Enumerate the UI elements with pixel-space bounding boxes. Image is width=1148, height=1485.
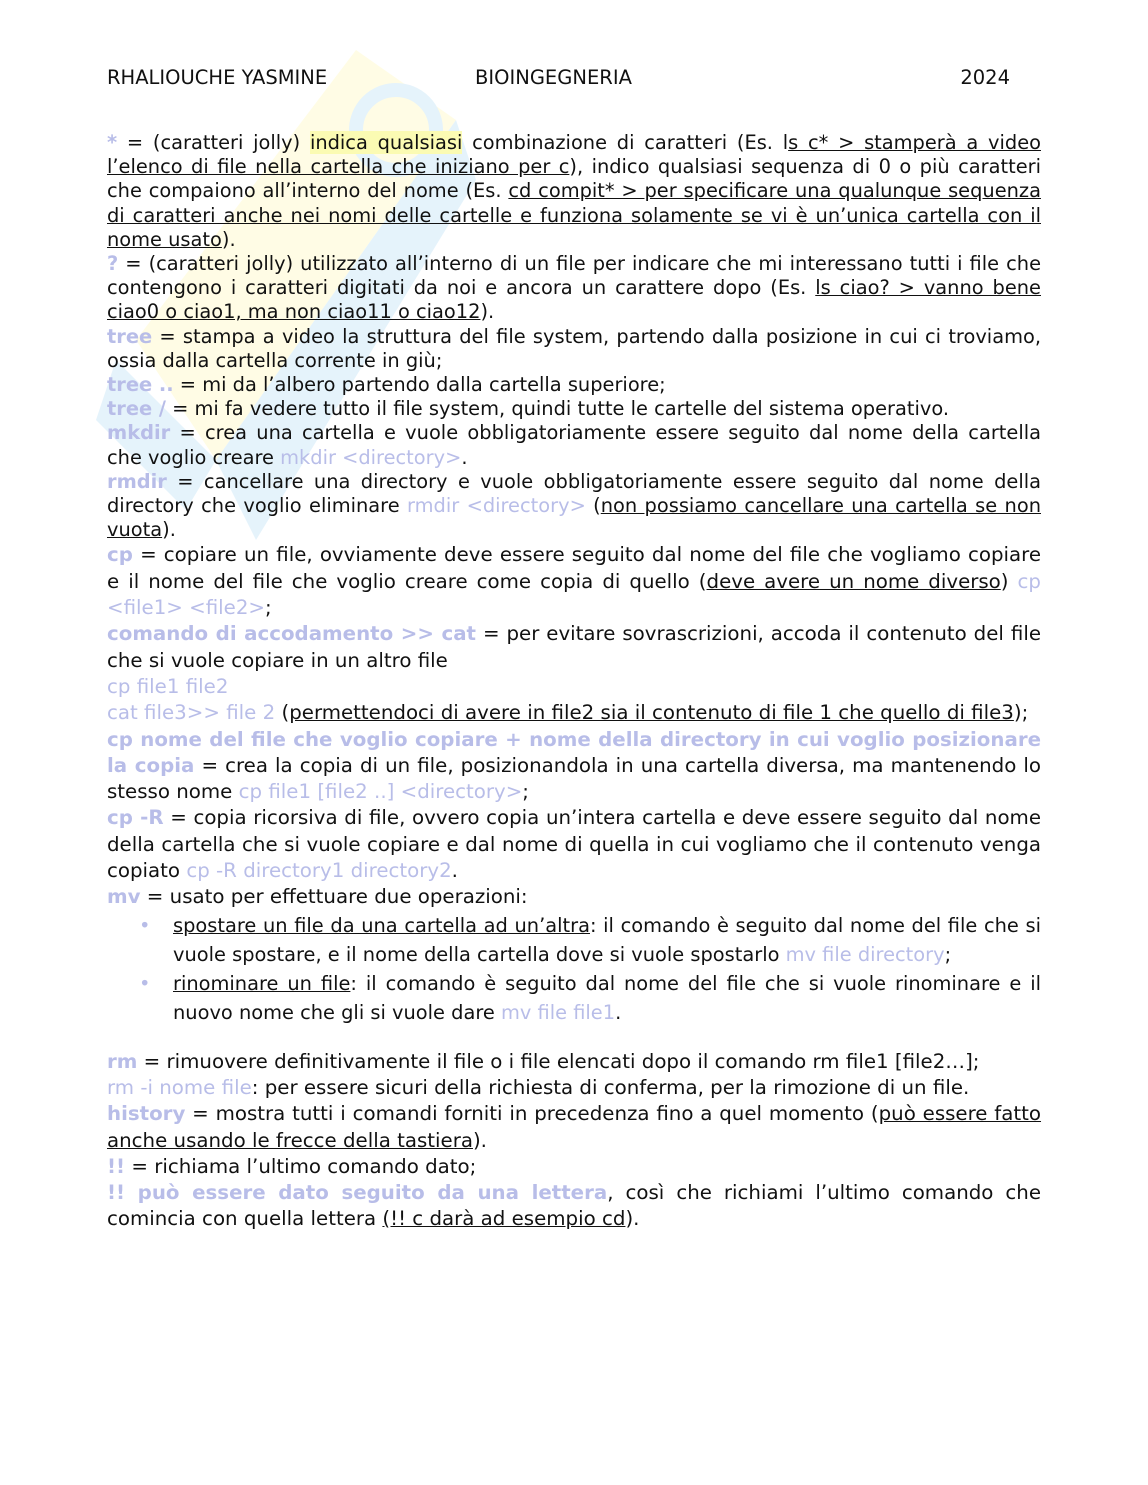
underlined-note: deve avere un nome diverso xyxy=(706,569,1001,593)
document-body xyxy=(107,131,1041,1233)
command-term: rm xyxy=(107,1049,138,1073)
paragraph-bang-bang: !! = richiama l’ultimo comando dato; xyxy=(107,1154,477,1178)
paragraph-mv: mv = usato per effettuare due operazioni: xyxy=(107,885,528,909)
command-term: cp -R xyxy=(107,806,164,830)
command-example: cp file1 file2 xyxy=(107,674,229,698)
paragraph-mkdir: mkdir = crea una cartella e vuole obbligatoriamente essere seguito dal nome della cartella che voglio creare mkdir <directory>. xyxy=(107,421,1041,469)
command-example: mkdir <directory> xyxy=(280,445,462,469)
underlined-note: rinominare un file xyxy=(173,971,351,995)
paragraph-cp-directory: cp nome del file che voglio copiare + nome della directory in cui voglio posizionare la copia = crea la copia di un file, posizionandola in una cartella diversa, ma mantenendo lo stesso nome cp file1 [file2 ..] <directory>; xyxy=(107,727,1041,804)
command-term: rmdir xyxy=(107,469,167,493)
header-year: 2024 xyxy=(960,66,1010,89)
highlighted-text: indica qualsiasi xyxy=(309,131,463,154)
paragraph-rm: rm = rimuovere definitivamente il file o i file elencati dopo il comando rm file1 [file2…]; xyxy=(107,1049,980,1073)
paragraph-cat-example: cat file3>> file 2 (permettendoci di avere in file2 sia il contenuto di file 1 che quello di file3); xyxy=(107,701,1029,725)
command-term: tree .. xyxy=(107,373,174,397)
command-example: mv file directory xyxy=(785,942,945,966)
underlined-note: può essere fatto anche usando le frecce della tastiera xyxy=(107,1102,1042,1152)
mv-bullet-list xyxy=(107,911,1041,1027)
page-header xyxy=(107,66,1010,94)
paragraph-tree-parent: tree .. = mi da l’albero partendo dalla cartella superiore; xyxy=(107,373,666,397)
command-term: !! xyxy=(107,1154,126,1178)
command-term: cp nome del file che voglio copiare + nome della directory in cui voglio posizionare la copia xyxy=(107,727,1041,777)
list-item: • rinominare un file: il comando è seguito dal nome del file che si vuole rinominare e il nuovo nome che gli si vuole dare mv file file1. xyxy=(173,969,1041,1027)
paragraph-rmdir: rmdir = cancellare una directory e vuole obbligatoriamente essere seguito dal nome della directory che voglio eliminare rmdir <directory> (non possiamo cancellare una cartella se non vuota). xyxy=(107,469,1041,542)
paragraph-cp-recursive: cp -R = copia ricorsiva di file, ovvero copia un’intera cartella e deve essere seguito dal nome della cartella che si vuole copiare e dal nome di quella in cui vogliamo che il contenuto venga copiato cp -R directory1 directory2. xyxy=(107,806,1041,883)
underlined-note: permettendoci di avere in file2 sia il contenuto di file 1 che quello di file3 xyxy=(289,701,1014,725)
command-term: tree / xyxy=(107,397,166,421)
command-term: mv xyxy=(107,885,141,909)
paragraph-tree: tree = stampa a video la struttura del file system, partendo dalla posizione in cui ci troviamo, ossia dalla cartella corrente in giù; xyxy=(107,324,1041,372)
paragraph-wildcard-star: * = (caratteri jolly) indica qualsiasi combinazione di caratteri (Es. ls c* > stamperà a video l’elenco di file nella cartella che iniziano per c), indico qualsiasi sequenza di 0 o più caratteri che compaiono all’interno del nome (Es. cd compit* > per specificare una qualunque sequenza di caratteri anche nei nomi delle cartelle e funziona solamente se vi è un’unica cartella con il nome usato). xyxy=(107,131,1041,251)
paragraph-history: history = mostra tutti i comandi forniti in precedenza fino a quel momento (può essere fatto anche usando le frecce della tastiera). xyxy=(107,1102,1042,1152)
command-term: tree xyxy=(107,324,153,348)
command-example: cp -R directory1 directory2 xyxy=(186,859,452,883)
underlined-note: non possiamo cancellare una cartella se non vuota xyxy=(107,494,1041,542)
paragraph-cp: cp = copiare un file, ovviamente deve essere seguito dal nome del file che vogliamo copiare e il nome del file che voglio creare come copia di quello (deve avere un nome diverso) cp <file1> <file2>; xyxy=(107,543,1041,620)
underlined-note: spostare un file da una cartella ad un’altra xyxy=(173,913,590,937)
command-example: mv file file1 xyxy=(500,1000,616,1024)
command-example: cp file1 [file2 ..] <directory> xyxy=(238,780,523,804)
paragraph-cp-example xyxy=(107,674,1041,700)
command-example: cat file3>> file 2 xyxy=(107,701,276,725)
underlined-example: cd compit* > per specificare una qualunque sequenza di caratteri anche nei nomi delle cartelle e funziona solamente se vi è un’unica cartella con il nome usato xyxy=(107,179,1041,251)
header-author: RHALIOUCHE YASMINE xyxy=(107,66,328,89)
list-item: • spostare un file da una cartella ad un’altra: il comando è seguito dal nome del file che si vuole spostare, e il nome della cartella dove si vuole spostarlo mv file directory; xyxy=(173,911,1041,969)
underlined-example: s c* > stamperà a video l’elenco di file nella cartella che iniziano per c xyxy=(107,131,1041,179)
command-example: rmdir <directory> xyxy=(407,494,586,518)
command-term: cp xyxy=(107,543,133,567)
underlined-example: (!! c darà ad esempio cd xyxy=(382,1207,626,1231)
command-example: rm -i nome file xyxy=(107,1075,252,1099)
command-term: !! può essere dato seguito da una lettera xyxy=(107,1181,608,1205)
paragraph-tree-root: tree / = mi fa vedere tutto il file system, quindi tutte le cartelle del sistema operativo. xyxy=(107,397,950,421)
command-example: cp <file1> <file2> xyxy=(107,569,1041,620)
paragraph-rm-interactive: rm -i nome file: per essere sicuri della richiesta di conferma, per la rimozione di un file. xyxy=(107,1075,970,1099)
command-term: mkdir xyxy=(107,421,171,445)
paragraph-wildcard-question: ? = (caratteri jolly) utilizzato all’interno di un file per indicare che mi interessano tutti i file che contengono i caratteri digitati da noi e ancora un carattere dopo (Es. ls ciao? > vanno bene ciao0 o ciao1, ma non ciao11 o ciao12). xyxy=(107,252,1041,324)
command-term: * xyxy=(107,131,118,154)
paragraph-bang-bang-letter: !! può essere dato seguito da una lettera, così che richiami l’ultimo comando che comincia con quella lettera (!! c darà ad esempio cd). xyxy=(107,1181,1041,1231)
command-term: ? xyxy=(107,252,119,276)
spacer xyxy=(107,1027,1041,1049)
paragraph-cat: comando di accodamento >> cat = per evitare sovrascrizioni, accoda il contenuto del file che si vuole copiare in un altro file xyxy=(107,622,1041,672)
underlined-example: ls ciao? > vanno bene ciao0 o ciao1, ma non ciao11 o ciao12 xyxy=(107,276,1041,324)
command-term: history xyxy=(107,1102,186,1126)
command-term: comando di accodamento >> cat xyxy=(107,622,476,646)
header-subject: BIOINGEGNERIA xyxy=(475,66,632,89)
